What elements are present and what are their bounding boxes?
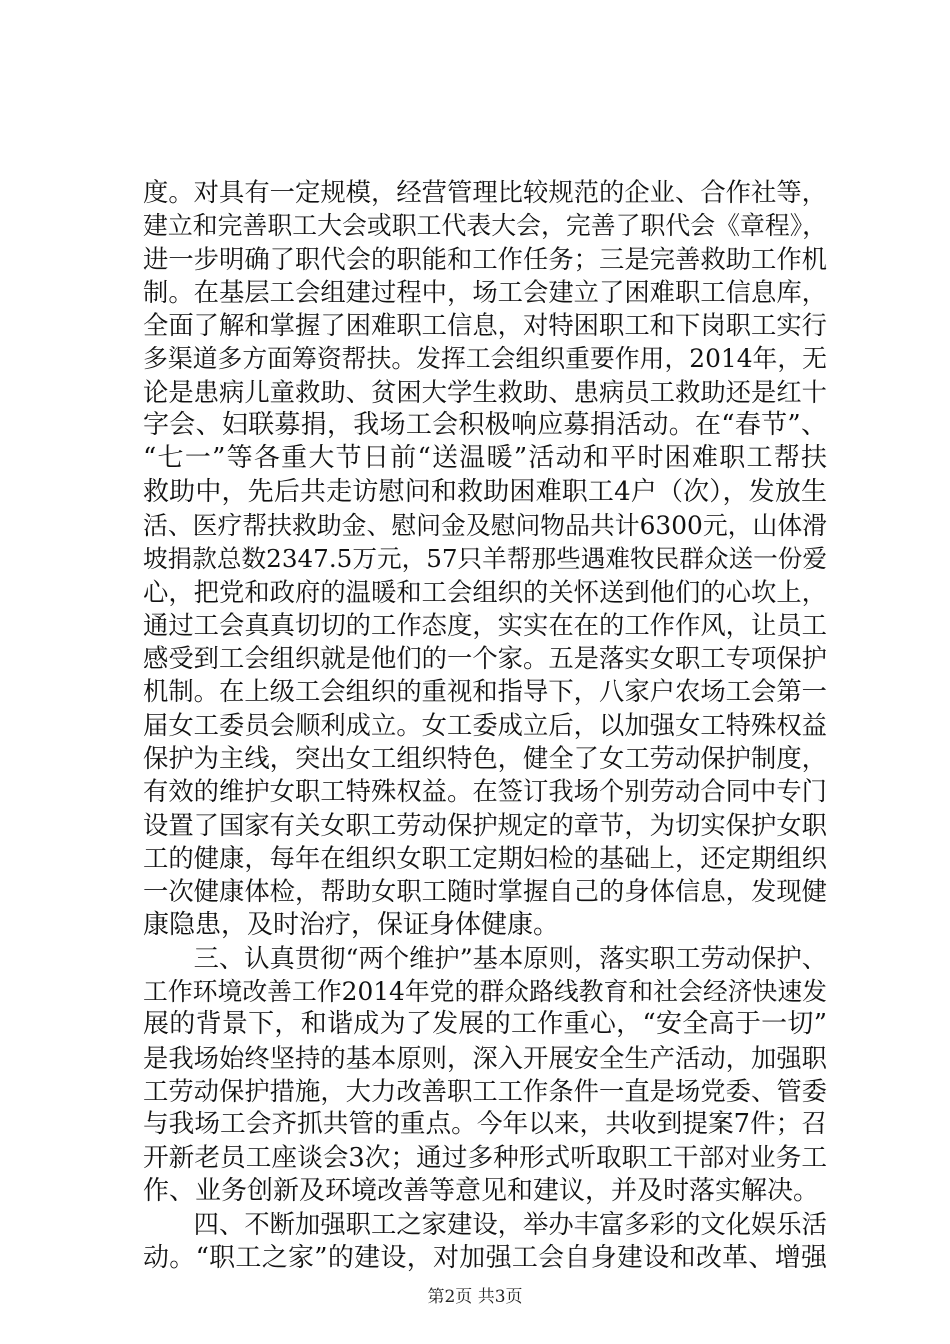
text-line: 坡捐款总数2347.5万元，57只羊帮那些遇难牧民群众送一份爱 — [143, 544, 827, 574]
section-three-heading-line: 三、认真贯彻“两个维护”基本原则，落实职工劳动保护、 — [143, 943, 827, 973]
text-line: 全面了解和掌握了困难职工信息，对特困职工和下岗职工实行 — [143, 310, 827, 341]
paragraph-end-line: 作、业务创新及环境改善等意见和建议，并及时落实解决。 — [143, 1175, 820, 1206]
text-line: “七一”等各重大节日前“送温暖”活动和平时困难职工帮扶 — [143, 443, 827, 474]
text-line: 进一步明确了职代会的职能和工作任务；三是完善救助工作机 — [143, 243, 827, 274]
text-line: 字会、妇联募捐，我场工会积极响应募捐活动。在“春节”、 — [143, 410, 827, 441]
page-number: 第2页 共3页 — [427, 1287, 523, 1307]
text-line: 动。“职工之家”的建设，对加强工会自身建设和改革、增强 — [143, 1242, 827, 1273]
text-line: 设置了国家有关女职工劳动保护规定的章节，为切实保护女职 — [143, 809, 827, 840]
text-line: 工作环境改善工作2014年党的群众路线教育和社会经济快速发 — [143, 977, 827, 1007]
text-line: 心，把党和政府的温暖和工会组织的关怀送到他们的心坎上， — [143, 576, 827, 607]
text-line: 度。对具有一定规模，经营管理比较规范的企业、合作社等， — [143, 177, 827, 207]
text-line: 活、医疗帮扶救助金、慰问金及慰问物品共计6300元，山体滑 — [143, 510, 827, 540]
text-line: 保护为主线，突出女工组织特色，健全了女工劳动保护制度， — [143, 743, 827, 774]
text-line: 有效的维护女职工特殊权益。在签订我场个别劳动合同中专门 — [143, 776, 827, 807]
text-line: 制。在基层工会组建过程中，场工会建立了困难职工信息库， — [143, 276, 827, 307]
text-line: 展的背景下，和谐成为了发展的工作重心，“安全高于一切” — [143, 1009, 827, 1040]
text-line: 届女工委员会顺利成立。女工委成立后，以加强女工特殊权益 — [143, 709, 827, 740]
text-line: 多渠道多方面筹资帮扶。发挥工会组织重要作用，2014年，无 — [143, 344, 827, 374]
text-line: 论是患病儿童救助、贫困大学生救助、患病员工救助还是红十 — [143, 376, 827, 407]
text-line: 通过工会真真切切的工作态度，实实在在的工作作风，让员工 — [143, 609, 827, 640]
text-line: 一次健康体检，帮助女职工随时掌握自己的身体信息，发现健 — [143, 876, 827, 907]
text-line: 工的健康，每年在组织女职工定期妇检的基础上，还定期组织 — [143, 842, 827, 873]
section-four-heading-line: 四、不断加强职工之家建设，举办丰富多彩的文化娱乐活 — [143, 1209, 827, 1240]
page-footer — [0, 1282, 950, 1307]
text-line: 是我场始终坚持的基本原则，深入开展安全生产活动，加强职 — [143, 1042, 827, 1073]
body-text — [143, 176, 827, 1275]
text-line: 建立和完善职工大会或职工代表大会，完善了职代会《章程》， — [143, 211, 827, 241]
text-line: 救助中，先后共走访慰问和救助困难职工4户（次），发放生 — [143, 476, 827, 507]
text-line: 工劳动保护措施，大力改善职工工作条件一直是场党委、管委 — [143, 1076, 827, 1107]
text-line: 感受到工会组织就是他们的一个家。五是落实女职工专项保护 — [143, 643, 827, 674]
text-line: 机制。在上级工会组织的重视和指导下，八家户农场工会第一 — [143, 676, 827, 707]
text-line: 与我场工会齐抓共管的重点。今年以来，共收到提案7件；召 — [143, 1109, 827, 1140]
paragraph-end-line: 康隐患，及时治疗，保证身体健康。 — [143, 909, 560, 940]
text-line: 开新老员工座谈会3次；通过多种形式听取职工干部对业务工 — [143, 1142, 827, 1173]
